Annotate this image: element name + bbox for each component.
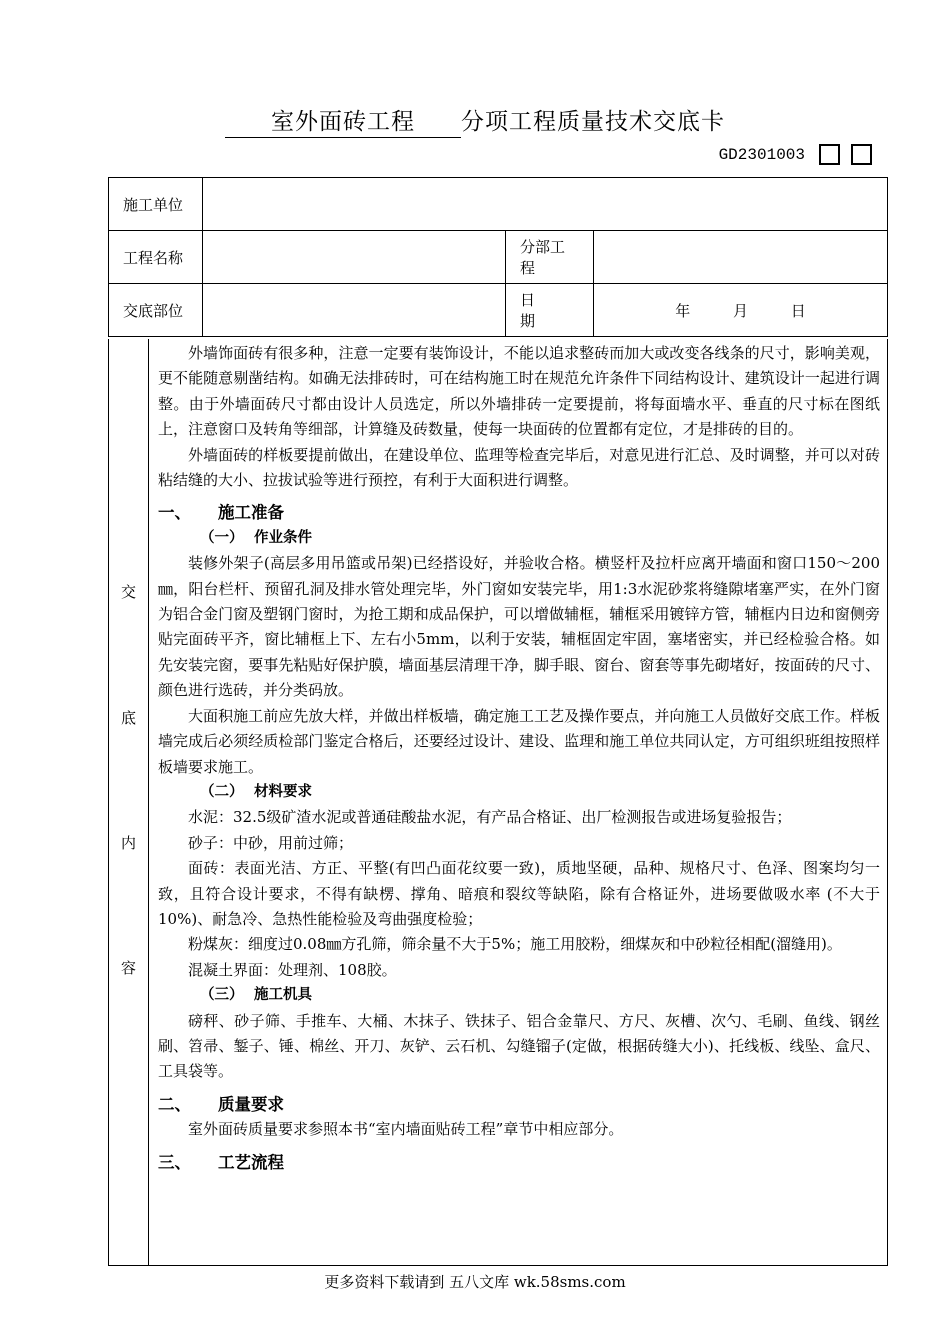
- date-field[interactable]: 年 月 日: [594, 284, 888, 337]
- footer-download-note: 更多资料下载请到 五八文库 wk.58sms.com: [324, 1273, 626, 1291]
- paragraph: 混凝土界面：处理剂、108胶。: [188, 960, 397, 979]
- handover-content-box: [108, 339, 888, 1266]
- intro-paragraph: 外墙饰面砖有很多种，注意一定要有装饰设计，不能以追求整砖而加大或改变各线条的尺寸，影响美观，更不能随意剔凿结构。如确无法排砖时，可在结构施工时在规范允许条件下同结构设计、建筑设计一起进行调整。由于外墙面砖尺寸都由设计人员选定，所以外墙排砖一定要提前，将每面墙水平、垂直的尺寸标在图纸上，注意窗口及转角等细部，计算缝及砖数量，使每一块面砖的位置都有定位，才是排砖的目的。: [158, 344, 880, 439]
- subsection-heading-1-3: （三） 施工机具: [200, 987, 312, 1004]
- document-title: [0, 103, 950, 138]
- section-heading-3: 三、 工艺流程: [158, 1152, 284, 1172]
- content-text: [158, 341, 880, 1175]
- title-project-type: 室外面砖工程: [225, 103, 461, 138]
- check-boxes: [819, 144, 872, 165]
- date-label: 日 期: [506, 284, 594, 337]
- checkbox-1[interactable]: [819, 144, 840, 165]
- project-name-field[interactable]: [203, 231, 506, 284]
- sub-project-field[interactable]: [594, 231, 888, 284]
- row-construction-unit: [109, 178, 888, 231]
- document-code: GD2301003: [718, 145, 805, 164]
- paragraph: 磅秤、砂子筛、手推车、大桶、木抹子、铁抹子、铝合金靠尺、方尺、灰槽、次勺、毛刷、鱼线、钢丝刷、笤帚、錾子、锤、棉丝、开刀、灰铲、云石机、勾缝镏子(定做，根据砖缝大小)、托线板、线坠、盒尺、工具袋等。: [158, 1011, 880, 1081]
- subsection-heading-1-1: （一） 作业条件: [200, 529, 312, 546]
- side-label-char: 内: [120, 834, 136, 852]
- paragraph: 面砖：表面光洁、方正、平整(有凹凸面花纹要一致)，质地坚硬，品种、规格尺寸、色泽、图案均匀一致，且符合设计要求，不得有缺楞、撑角、暗痕和裂纹等缺陷，除有合格证外，进场要做吸水率 (不大于10%)、耐急冷、急热性能检验及弯曲强度检验；: [158, 859, 880, 928]
- paragraph: 砂子：中砂，用前过筛；: [188, 833, 354, 852]
- intro-paragraph: 外墙面砖的样板要提前做出，在建设单位、监理等检查完毕后，对意见进行汇总、及时调整，并可以对砖粘结缝的大小、拉拔试验等进行预控，有利于大面积进行调整。: [158, 445, 880, 490]
- paragraph: 水泥：32.5级矿渣水泥或普通硅酸盐水泥，有产品合格证、出厂检测报告或进场复验报告；: [188, 808, 792, 827]
- sub-project-label: 分部工程: [506, 231, 594, 284]
- side-label-char: 容: [120, 959, 136, 977]
- side-label-column: [109, 339, 149, 1265]
- section-heading-2: 二、 质量要求: [158, 1094, 284, 1114]
- construction-unit-label: 施工单位: [109, 178, 203, 231]
- title-card-name: 分项工程质量技术交底卡: [461, 109, 725, 135]
- paragraph: 大面积施工前应先放大样，并做出样板墙，确定施工工艺及操作要点，并向施工人员做好交底工作。样板墙完成后必须经质检部门鉴定合格后，还要经过设计、建设、监理和施工单位共同认定，方可组织班组按照样板墙要求施工。: [158, 706, 880, 776]
- handover-part-field[interactable]: [203, 284, 506, 337]
- paragraph: 装修外架子(高层多用吊篮或吊架)已经搭设好，并验收合格。横竖杆及拉杆应离开墙面和窗口150～200㎜，阳台栏杆、预留孔洞及排水管处理完毕，外门窗如安装完毕，用1:3水泥砂浆将缝隙堵塞严实，在外门窗为铝合金门窗及塑钢门窗时，为抢工期和成品保护，可以增做辅框，辅框采用镀锌方管，辅框内日边和窗侧旁贴完面砖平齐，窗比辅框上下、左右小5mm，以利于安装，辅框固定牢固，塞堵密实，并已经检验合格。如先安装完窗，要事先粘贴好保护膜，墙面基层清理干净，脚手眼、窗台、窗套等事先砌堵好，按面砖的尺寸、颜色进行选砖，并分类码放。: [158, 554, 880, 700]
- side-label-char: 底: [120, 709, 136, 727]
- paragraph: 室外面砖质量要求参照本书“室内墙面贴砖工程”章节中相应部分。: [188, 1120, 624, 1139]
- construction-unit-field[interactable]: [203, 178, 888, 231]
- subsection-heading-1-2: （二） 材料要求: [200, 783, 312, 800]
- checkbox-2[interactable]: [851, 144, 872, 165]
- paragraph: 粉煤灰：细度过0.08㎜方孔筛，筛余量不大于5%；施工用胶粉，细煤灰和中砂粒径相配(溜缝用)。: [188, 935, 842, 954]
- row-project-name: [109, 231, 888, 284]
- handover-part-label: 交底部位: [109, 284, 203, 337]
- side-label-char: 交: [120, 583, 136, 601]
- document-code-row: [719, 144, 872, 165]
- info-table: [108, 177, 888, 337]
- section-heading-1: 一、 施工准备: [158, 503, 284, 523]
- row-handover-part: [109, 284, 888, 337]
- project-name-label: 工程名称: [109, 231, 203, 284]
